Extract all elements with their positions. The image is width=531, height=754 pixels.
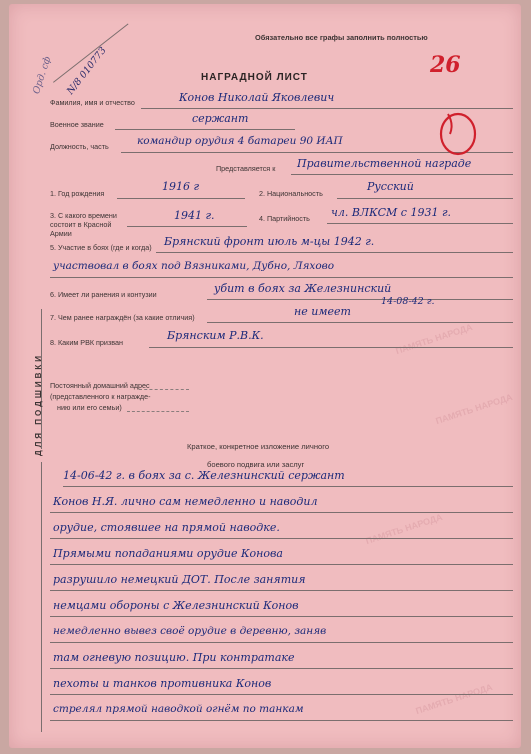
field-label-red-army-since: 3. С какого времени состоит в Красной Армии (50, 211, 117, 238)
field-value-birth-year: 1916 г (162, 180, 200, 193)
address-line (139, 389, 189, 390)
field-value-battles: Брянский фронт июль м-цы 1942 г. (164, 235, 375, 248)
field-value-rvk: Брянским Р.В.К. (167, 329, 264, 342)
summary-line: Конов Н.Я. лично сам немедленно и наводил (53, 495, 318, 508)
binding-label: ДЛЯ ПОДШИВКИ (34, 352, 43, 456)
field-label-rank: Военное звание (50, 120, 104, 129)
award-sheet (9, 4, 521, 748)
field-line (291, 174, 513, 175)
field-line (337, 198, 513, 199)
field-label-awards: 7. Чем ранее награждён (за какие отличия) (50, 313, 195, 322)
field-line (115, 129, 295, 130)
field-value-awards: не имеет (294, 305, 351, 318)
summary-line: там огневую позицию. При контратаке (53, 651, 295, 664)
red-circle-mark (434, 106, 482, 158)
field-label-party: 4. Партийность (259, 214, 310, 223)
summary-line: пехоты и танков противника Конов (53, 677, 272, 690)
address-line (127, 411, 189, 412)
header-note: Обязательно все графы заполнить полностью (255, 33, 428, 42)
address-label: Постоянный домашний адрес (50, 381, 150, 390)
field-line (117, 198, 245, 199)
field-label-name: Фамилия, имя и отчество (50, 98, 135, 107)
binding-line (41, 462, 42, 732)
summary-line: разрушило немецкий ДОТ. После занятия (53, 573, 306, 586)
summary-heading-2: боевого подвига или заслуг (207, 460, 305, 469)
watermark-stamp: ПАМЯТЬ НАРОДА (364, 511, 444, 547)
field-value-name: Конов Николай Яковлевич (179, 91, 335, 104)
archive-number: N/8 010773 (65, 45, 109, 97)
field-line (207, 299, 513, 300)
field-line (149, 347, 513, 348)
summary-line: стрелял прямой наводкой огнём по танкам (53, 703, 304, 715)
summary-line: 14-06-42 г. в боях за с. Железнинский сержант (63, 469, 345, 482)
summary-line: немедленно вывез своё орудие в деревню, заняв (53, 625, 327, 637)
field-value-position: командир орудия 4 батареи 90 ИАП (137, 135, 343, 147)
field-line (327, 223, 513, 224)
address-label-3: нию или его семьи) (57, 403, 122, 412)
field-value-party: чл. ВЛКСМ с 1931 г. (331, 206, 451, 219)
field-line (207, 322, 513, 323)
summary-line: немцами обороны с Железнинский Конов (53, 599, 299, 612)
address-label-2: (представленного к награжде- (50, 392, 151, 401)
page-number: 26 (430, 52, 461, 78)
field-label-wounds: 6. Имеет ли ранения и контузии (50, 290, 157, 299)
field-value-wounds-date: 14-08-42 г. (381, 296, 435, 307)
field-value-nominated: Правительственной награде (297, 157, 472, 170)
watermark-stamp: ПАМЯТЬ НАРОДА (434, 391, 514, 427)
field-value-wounds: убит в боях за Железнинский (214, 282, 392, 295)
field-value-battles-2: участвовал в боях под Вязниками, Дубно, Ляхово (53, 260, 335, 272)
summary-line: Прямыми попаданиями орудие Конова (53, 547, 283, 560)
field-line (156, 252, 513, 253)
field-line (127, 226, 247, 227)
field-value-red-army-since: 1941 г. (174, 209, 215, 222)
watermark-stamp: ПАМЯТЬ НАРОДА (414, 681, 494, 717)
field-label-nominated: Представляется к (216, 164, 276, 173)
archive-corner-note: Орд. сф (31, 55, 54, 96)
field-line (50, 277, 513, 278)
field-label-position: Должность, часть (50, 142, 109, 151)
field-label-birth-year: 1. Год рождения (50, 189, 105, 198)
field-label-battles: 5. Участие в боях (где и когда) (50, 243, 152, 252)
field-value-rank: сержант (192, 112, 249, 125)
field-label-nationality: 2. Национальность (259, 189, 323, 198)
summary-line: орудие, стоявшее на прямой наводке. (53, 521, 280, 534)
watermark-stamp: ПАМЯТЬ НАРОДА (394, 321, 474, 357)
field-value-nationality: Русский (367, 180, 414, 193)
summary-heading-1: Краткое, конкретное изложение личного (187, 442, 330, 451)
field-label-rvk: 8. Каким РВК призван (50, 338, 123, 347)
document-title: НАГРАДНОЙ ЛИСТ (201, 72, 308, 83)
